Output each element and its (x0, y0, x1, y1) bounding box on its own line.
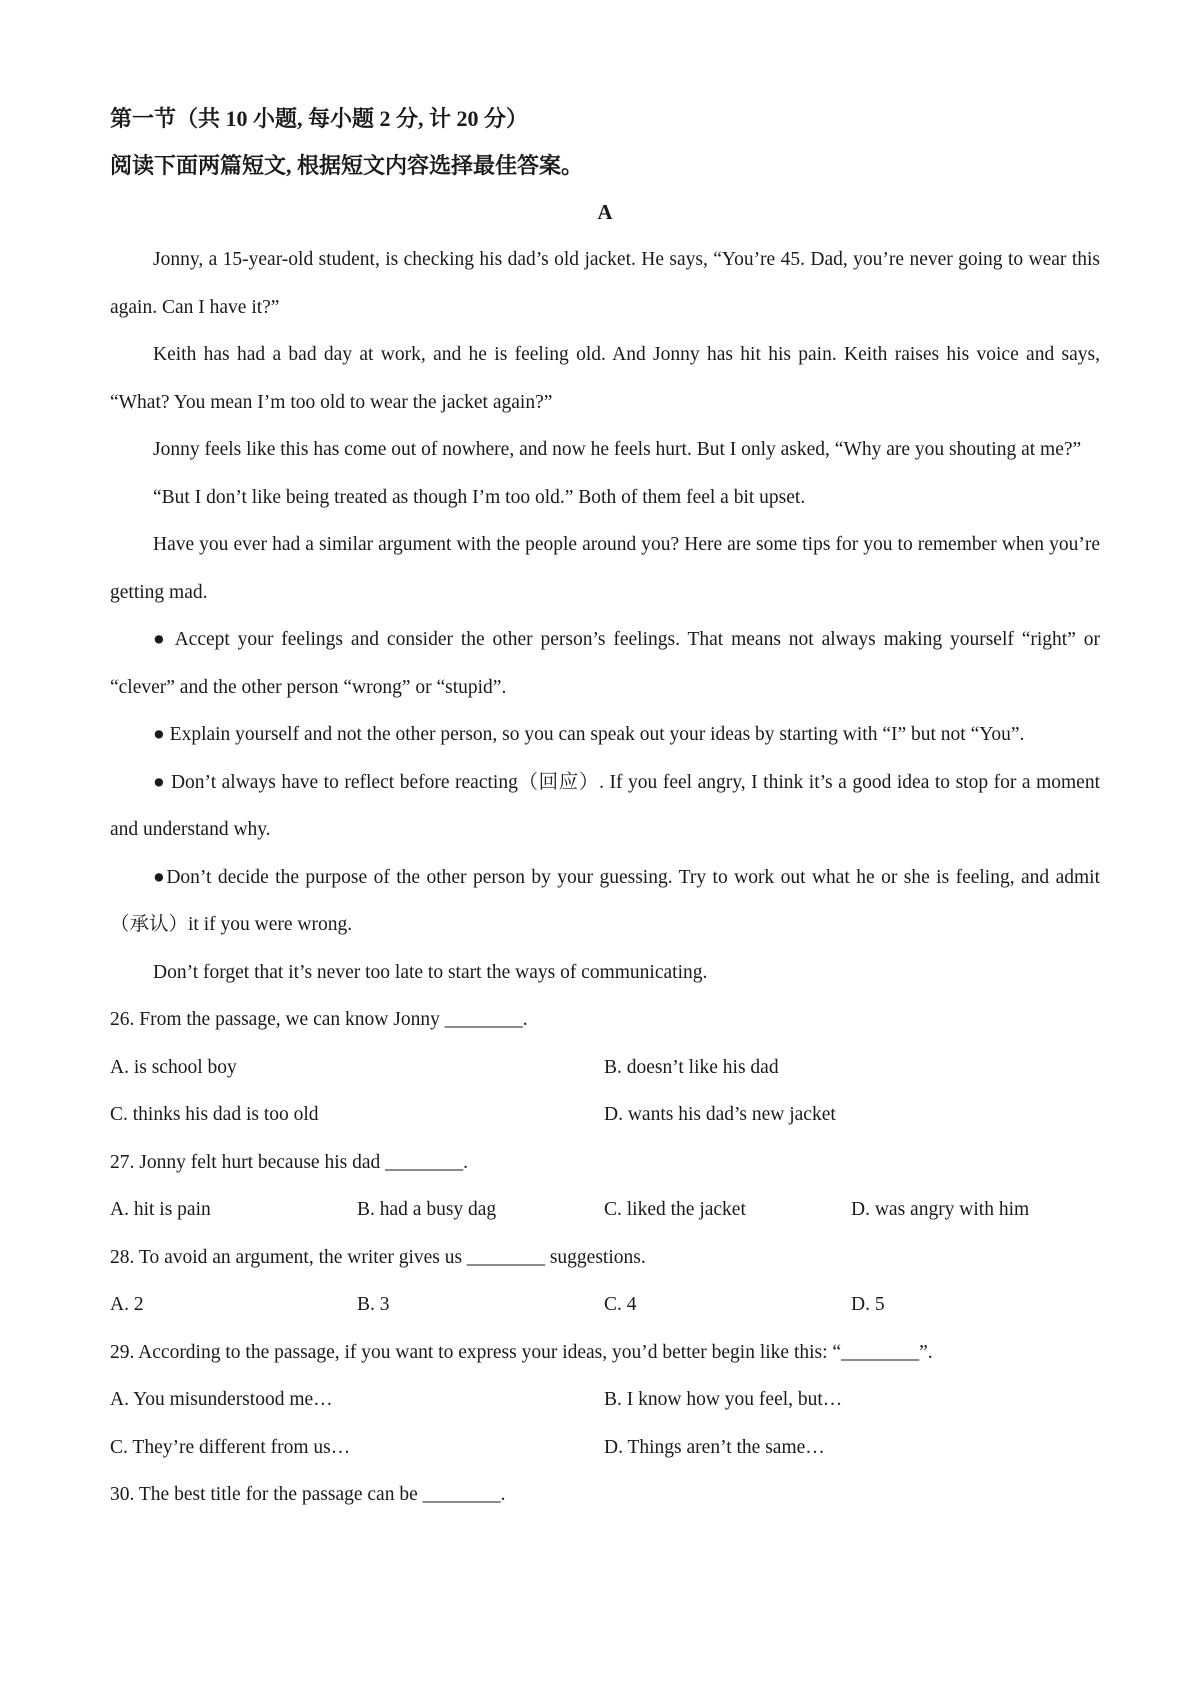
tip-paragraph: ● Don’t always have to reflect before reacting（回应）. If you feel angry, I think it’s a good idea to stop for a moment and understand why. (110, 771, 1100, 840)
answer-options (110, 1186, 1100, 1234)
tip-paragraph: ● Accept your feelings and consider the other person’s feelings. That means not always making yourself “right” or “clever” and the other person “wrong” or “stupid”. (110, 629, 1100, 698)
option-c[interactable]: C. They’re different from us… (110, 1436, 351, 1458)
question-28 (110, 1234, 1100, 1329)
question-stem: 30. The best title for the passage can be ________. (110, 1484, 506, 1505)
passage-paragraph: Don’t forget that it’s never too late to start the ways of communicating. (153, 961, 708, 983)
option-c[interactable]: C. thinks his dad is too old (110, 1104, 319, 1125)
passage-paragraph: “But I don’t like being treated as though I’m too old.” Both of them feel a bit upset. (153, 486, 806, 508)
option-a[interactable]: A. is school boy (110, 1056, 237, 1078)
answer-options (110, 1376, 1100, 1471)
tip-paragraph: ● Explain yourself and not the other person, so you can speak out your ideas by starting with “I” but not “You”. (153, 724, 1025, 745)
question-stem: 27. Jonny felt hurt because his dad ________. (110, 1151, 468, 1173)
passage-paragraph: Jonny feels like this has come out of nowhere, and now he feels hurt. But I only asked, “Why are you shouting at me?” (153, 439, 1082, 460)
option-a[interactable]: A. 2 (110, 1294, 144, 1315)
option-c[interactable]: C. liked the jacket (604, 1199, 746, 1220)
passage-label: A (597, 200, 613, 224)
passage-body (110, 236, 1100, 996)
option-d[interactable]: D. was angry with him (851, 1199, 1030, 1220)
option-b[interactable]: B. had a busy dag (357, 1199, 497, 1220)
option-d[interactable]: D. Things aren’t the same… (604, 1436, 825, 1458)
exam-page (110, 95, 1100, 1519)
passage-paragraph: Have you ever had a similar argument with the people around you? Here are some tips for you to remember when you’re getting mad. (110, 534, 1100, 603)
option-a[interactable]: A. You misunderstood me… (110, 1389, 333, 1410)
question-29 (110, 1329, 1100, 1472)
option-b[interactable]: B. 3 (357, 1294, 390, 1315)
option-d[interactable]: D. wants his dad’s new jacket (604, 1104, 836, 1125)
tip-paragraph: ●Don’t decide the purpose of the other person by your guessing. Try to work out what he or she is feeling, and admit（承认）it if you were wrong. (110, 866, 1100, 935)
passage-paragraph: Jonny, a 15-year-old student, is checking his dad’s old jacket. He says, “You’re 45. Dad, you’re never going to wear this again. Can I have it?” (110, 249, 1100, 318)
option-b[interactable]: B. doesn’t like his dad (604, 1056, 779, 1078)
answer-options (110, 1044, 1100, 1139)
option-d[interactable]: D. 5 (851, 1294, 885, 1315)
question-stem: 26. From the passage, we can know Jonny ________. (110, 1009, 528, 1030)
answer-options (110, 1281, 1100, 1329)
instruction-text: 阅读下面两篇短文, 根据短文内容选择最佳答案。 (110, 153, 584, 178)
option-a[interactable]: A. hit is pain (110, 1199, 211, 1220)
section-heading: 第一节（共 10 小题, 每小题 2 分, 计 20 分） (110, 106, 529, 131)
question-26 (110, 996, 1100, 1139)
question-27 (110, 1139, 1100, 1234)
passage-paragraph: Keith has had a bad day at work, and he is feeling old. And Jonny has hit his pain. Keith raises his voice and says, “What? You mean I’m too old to wear the jacket again?” (110, 344, 1100, 413)
question-stem: 28. To avoid an argument, the writer gives us ________ suggestions. (110, 1246, 646, 1268)
option-b[interactable]: B. I know how you feel, but… (604, 1389, 843, 1410)
option-c[interactable]: C. 4 (604, 1294, 637, 1315)
question-stem: 29. According to the passage, if you want to express your ideas, you’d better begin like this: “________”. (110, 1341, 933, 1363)
question-30 (110, 1471, 1100, 1519)
